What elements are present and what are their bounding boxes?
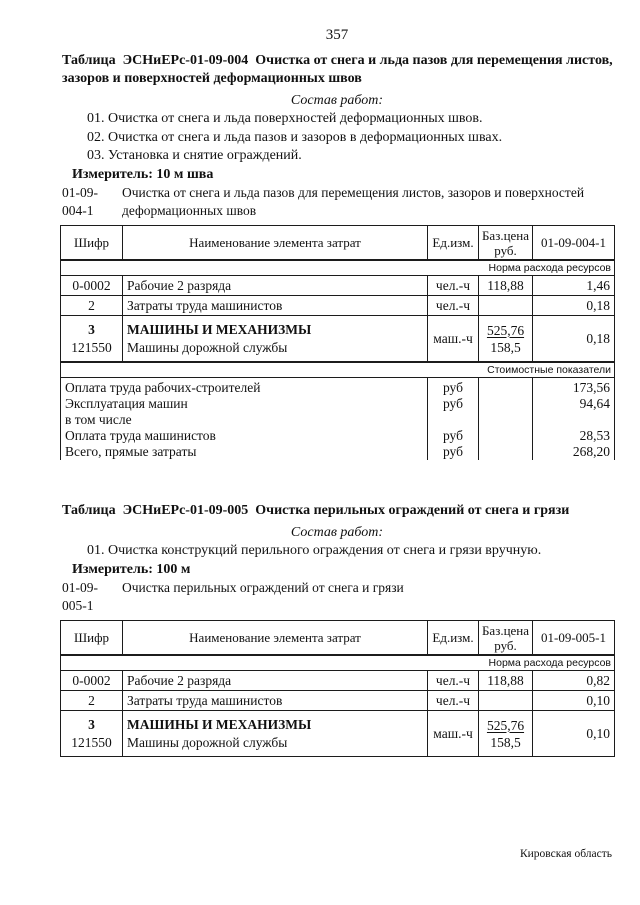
cost-row [61,412,615,428]
cell-unit: чел.-ч [428,276,479,296]
cell-value: 0,10 [533,711,615,757]
region-footer: Кировская область [519,848,612,860]
work-item: 01. Очистка конструкций перильного ограждения от снега и грязи вручную. [87,543,542,558]
cost-row [61,396,615,412]
cell-unit: чел.-ч [428,296,479,316]
table-title-004: Таблица ЭСНиЕРс-01-09-004 Очистка от снега и льда пазов для перемещения листов, зазоров и поверхностей деформационных швов [62,53,617,86]
header-name: Наименование элемента затрат [123,621,428,656]
cell-code: 2 [61,296,123,316]
band-cost-row [61,362,615,378]
header-code: Шифр [61,226,123,261]
band-resources-label: Норма расхода ресурсов [61,260,615,276]
table-header-row [61,621,615,656]
cost-unit: руб [428,444,479,460]
cost-value: 28,53 [533,428,615,444]
cell-name [123,711,428,757]
cell-value: 1,46 [533,276,615,296]
cost-name: Оплата труда машинистов [61,428,428,444]
norm-line [60,579,614,615]
cost-value [533,412,615,428]
norm-description: Очистка перильных ограждений от снега и грязи [122,580,404,595]
cell-unit: чел.-ч [428,691,479,711]
cost-unit: руб [428,396,479,412]
cell-name: Рабочие 2 разряда [123,276,428,296]
norm-table-004 [60,225,615,460]
resource-name: Машины дорожной службы [127,339,288,355]
cost-unit: руб [428,378,479,397]
cell-price [479,296,533,316]
work-scope-label: Состав работ: [290,525,384,540]
table-row [61,711,615,757]
header-code: Шифр [61,621,123,656]
header-norm-code: 01-09-004-1 [533,226,615,261]
resource-code: 121550 [71,339,112,355]
header-price: Баз.цена руб. [479,226,533,261]
work-item: 02. Очистка от снега и льда пазов и зазоров в деформационных швах. [87,129,503,145]
cell-name: Затраты труда машинистов [123,691,428,711]
band-resources-row [61,260,615,276]
group-title: МАШИНЫ И МЕХАНИЗМЫ [127,321,312,337]
band-cost-label: Стоимостные показатели [61,362,615,378]
measurer-label: Измеритель: 10 м шва [72,166,214,182]
band-resources-row [61,655,615,671]
work-item: 03. Установка и снятие ограждений. [87,148,302,163]
group-code: 3 [88,321,95,337]
cell-price: 118,88 [479,276,533,296]
norm-code: 01-09-004-1 [62,185,98,218]
price-numerator: 525,76 [486,322,525,338]
group-code: 3 [88,716,95,732]
cell-price [479,316,533,363]
cost-value: 173,56 [533,378,615,397]
table-row [61,296,615,316]
norm-line [60,184,614,220]
table-title-005: Таблица ЭСНиЕРс-01-09-005 Очистка перильных ограждений от снега и грязи [62,503,570,518]
header-unit: Ед.изм. [428,621,479,656]
cost-price [479,428,533,444]
cost-name: Всего, прямые затраты [61,444,428,460]
cell-price [479,691,533,711]
cell-name: Рабочие 2 разряда [123,671,428,691]
work-list [60,110,614,166]
table-row [61,316,615,363]
cell-price: 118,88 [479,671,533,691]
header-name: Наименование элемента затрат [123,226,428,261]
cell-value: 0,82 [533,671,615,691]
band-resources-label: Норма расхода ресурсов [61,655,615,671]
measurer-label: Измеритель: 100 м [72,561,191,577]
cost-name: в том числе [61,412,428,428]
section-004 [60,52,617,460]
cost-row [61,444,615,460]
work-list [60,542,614,561]
cost-price [479,396,533,412]
norm-table-005 [60,620,615,757]
page-number: 357 [325,27,349,43]
cost-name: Эксплуатация машин [61,396,428,412]
cell-name: Затраты труда машинистов [123,296,428,316]
price-denominator: 158,5 [490,734,521,750]
table-header-row [61,226,615,261]
cost-name: Оплата труда рабочих-строителей [61,378,428,397]
cost-price [479,378,533,397]
cell-name [123,316,428,363]
price-numerator: 525,76 [486,717,525,733]
resource-code: 121550 [71,734,112,750]
cost-row [61,428,615,444]
cell-code [61,316,123,363]
resource-name: Машины дорожной службы [127,734,288,750]
header-price: Баз.цена руб. [479,621,533,656]
norm-code: 01-09-005-1 [62,580,98,613]
cell-unit: чел.-ч [428,671,479,691]
table-row [61,691,615,711]
cell-value: 0,10 [533,691,615,711]
header-unit: Ед.изм. [428,226,479,261]
cost-price [479,412,533,428]
cost-value: 268,20 [533,444,615,460]
cell-value: 0,18 [533,316,615,363]
cell-code: 2 [61,691,123,711]
cell-code: 0-0002 [61,671,123,691]
table-row [61,276,615,296]
work-item: 01. Очистка от снега и льда поверхностей деформационных швов. [87,111,483,126]
table-row [61,671,615,691]
cell-unit: маш.-ч [428,316,479,363]
cost-unit: руб [428,428,479,444]
cost-price [479,444,533,460]
cell-price [479,711,533,757]
cell-value: 0,18 [533,296,615,316]
cell-unit: маш.-ч [428,711,479,757]
section-005 [60,502,614,757]
cell-code [61,711,123,757]
cost-unit [428,412,479,428]
cell-code: 0-0002 [61,276,123,296]
header-norm-code: 01-09-005-1 [533,621,615,656]
work-scope-label: Состав работ: [290,93,384,108]
norm-description: Очистка от снега и льда пазов для перемещения листов, зазоров и поверхностей деформационных швов [122,185,585,218]
price-denominator: 158,5 [490,339,521,355]
cost-value: 94,64 [533,396,615,412]
cost-row [61,378,615,397]
group-title: МАШИНЫ И МЕХАНИЗМЫ [127,716,312,732]
